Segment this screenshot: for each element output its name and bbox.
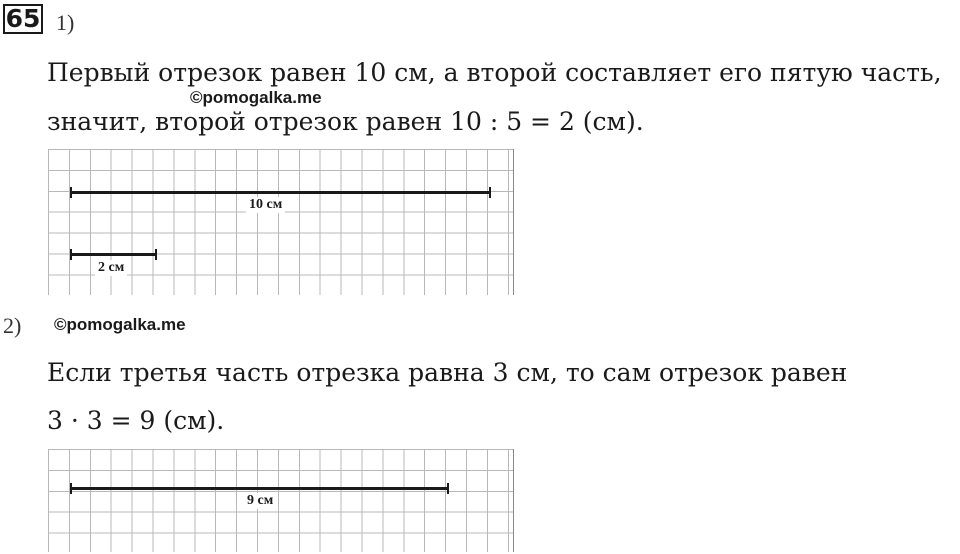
part2-text-line1: Если третья часть отрезка равна 3 см, то сам отрезок равен: [47, 358, 848, 387]
part1-text-line2: значит, второй отрезок равен 10 : 5 = 2 (см).: [47, 107, 644, 136]
segment-2cm: [70, 253, 157, 256]
grid-2: [48, 449, 514, 552]
segment-10cm-label: 10 см: [246, 197, 285, 213]
part2-label: 2): [3, 313, 22, 338]
part2-text-line2: 3 · 3 = 9 (см).: [47, 406, 225, 435]
problem-number: 65: [3, 4, 43, 34]
watermark-top: ©pomogalka.me: [190, 88, 322, 107]
segment-2cm-label: 2 см: [95, 260, 127, 276]
watermark-middle: ©pomogalka.me: [54, 315, 186, 334]
part1-text-line1: Первый отрезок равен 10 см, а второй составляет его пятую часть,: [47, 58, 942, 87]
segment-10cm: [70, 191, 491, 194]
part1-label: 1): [56, 10, 75, 35]
segment-9cm-label: 9 см: [244, 493, 276, 509]
segment-9cm: [70, 487, 449, 490]
grid-1: [48, 149, 514, 295]
